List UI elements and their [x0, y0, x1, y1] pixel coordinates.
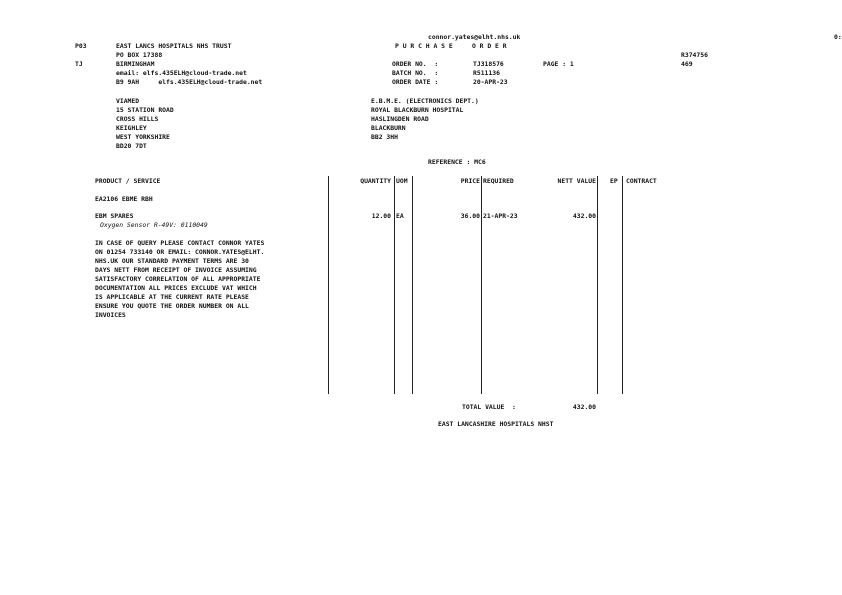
code-left-2: TJ	[75, 60, 83, 68]
note-line: SATISFACTORY CORRELATION OF ALL APPROPRIATE	[95, 275, 261, 283]
col-header-nett-value: NETT VALUE	[557, 177, 596, 185]
note-line: NHS.UK OUR STANDARD PAYMENT TERMS ARE 30	[95, 257, 249, 265]
contact-email: connor.yates@elht.nhs.uk	[428, 33, 521, 41]
col-header-quantity: QUANTITY	[360, 177, 391, 185]
delivery-line: BLACKBURN	[371, 124, 406, 132]
note-line: DAYS NETT FROM RECEIPT OF INVOICE ASSUMING	[95, 266, 257, 274]
column-divider	[412, 176, 413, 394]
col-header-product: PRODUCT / SERVICE	[95, 177, 161, 185]
total-value-label: TOTAL VALUE :	[462, 403, 516, 411]
batch-no-label: BATCH NO. :	[392, 69, 439, 77]
code-left-1: P03	[75, 42, 87, 50]
note-line: IS APPLICABLE AT THE CURRENT RATE PLEASE	[95, 293, 249, 301]
delivery-line: BB2 3HH	[371, 133, 398, 141]
item-required: 21-APR-23	[483, 212, 518, 220]
vendor-line: KEIGHLEY	[116, 124, 147, 132]
document-title: P U R C H A S E O R D E R	[395, 42, 507, 50]
col-header-ep: EP	[610, 177, 618, 185]
right-code-1: R374756	[681, 51, 708, 59]
note-line: ON 01254 733140 OR EMAIL: CONNOR.YATES@ELHT.	[95, 248, 265, 256]
item-quantity: 12.00	[371, 212, 391, 220]
note-line: IN CASE OF QUERY PLEASE CONTACT CONNOR YATES	[95, 239, 265, 247]
supplier-po-box: PO BOX 17388	[116, 51, 163, 59]
column-divider	[328, 176, 329, 394]
footer-trust-name: EAST LANCASHIRE HOSPITALS NHST	[438, 420, 554, 428]
vendor-line: CROSS HILLS	[116, 115, 159, 123]
batch-no: R511136	[473, 69, 500, 77]
note-line: INVOICES	[95, 311, 126, 319]
column-divider	[597, 176, 598, 394]
column-divider	[394, 176, 395, 394]
reference: REFERENCE : MC6	[428, 158, 486, 166]
order-date: 20-APR-23	[473, 78, 508, 86]
col-header-uom: UOM	[396, 177, 408, 185]
item-uom: EA	[396, 212, 404, 220]
page-label: PAGE : 1	[543, 60, 574, 68]
supplier-city: BIRMINGHAM	[116, 60, 155, 68]
vendor-line: 15 STATION ROAD	[116, 106, 174, 114]
item-nett-value: 432.00	[572, 212, 596, 220]
note-line: DOCUMENTATION ALL PRICES EXCLUDE VAT WHICH	[95, 284, 257, 292]
group-code: EA2106 EBME RBH	[95, 195, 153, 203]
order-no: TJ318576	[473, 60, 504, 68]
item-detail: Oxygen Sensor R-49V: 0110049	[100, 221, 208, 229]
vendor-line: BD20 7DT	[116, 142, 147, 150]
order-date-label: ORDER DATE :	[392, 78, 439, 86]
item-description: EBM SPARES	[95, 212, 134, 220]
column-divider	[481, 176, 482, 394]
delivery-line: E.B.M.E. (ELECTRONICS DEPT.)	[371, 97, 479, 105]
top-right-mark: 0:	[834, 33, 842, 41]
right-code-2: 469	[681, 60, 693, 68]
note-line: ENSURE YOU QUOTE THE ORDER NUMBER ON ALL	[95, 302, 249, 310]
delivery-line: ROYAL BLACKBURN HOSPITAL	[371, 106, 464, 114]
total-value: 432.00	[572, 403, 596, 411]
delivery-line: HASLINGDEN ROAD	[371, 115, 429, 123]
postcode-line: B9 9AH elfs.435ELH@cloud-trade.net	[116, 78, 263, 86]
col-header-contract: CONTRACT	[626, 177, 657, 185]
email-line: email: elfs.435ELH@cloud-trade.net	[116, 69, 247, 77]
order-no-label: ORDER NO. :	[392, 60, 439, 68]
vendor-line: WEST YORKSHIRE	[116, 133, 170, 141]
supplier-org: EAST LANCS HOSPITALS NHS TRUST	[116, 42, 232, 50]
col-header-price: PRICE	[460, 177, 480, 185]
vendor-line: VIAMED	[116, 97, 140, 105]
item-price: 36.00	[460, 212, 480, 220]
column-divider	[622, 176, 623, 394]
col-header-required: REQUIRED	[483, 177, 514, 185]
